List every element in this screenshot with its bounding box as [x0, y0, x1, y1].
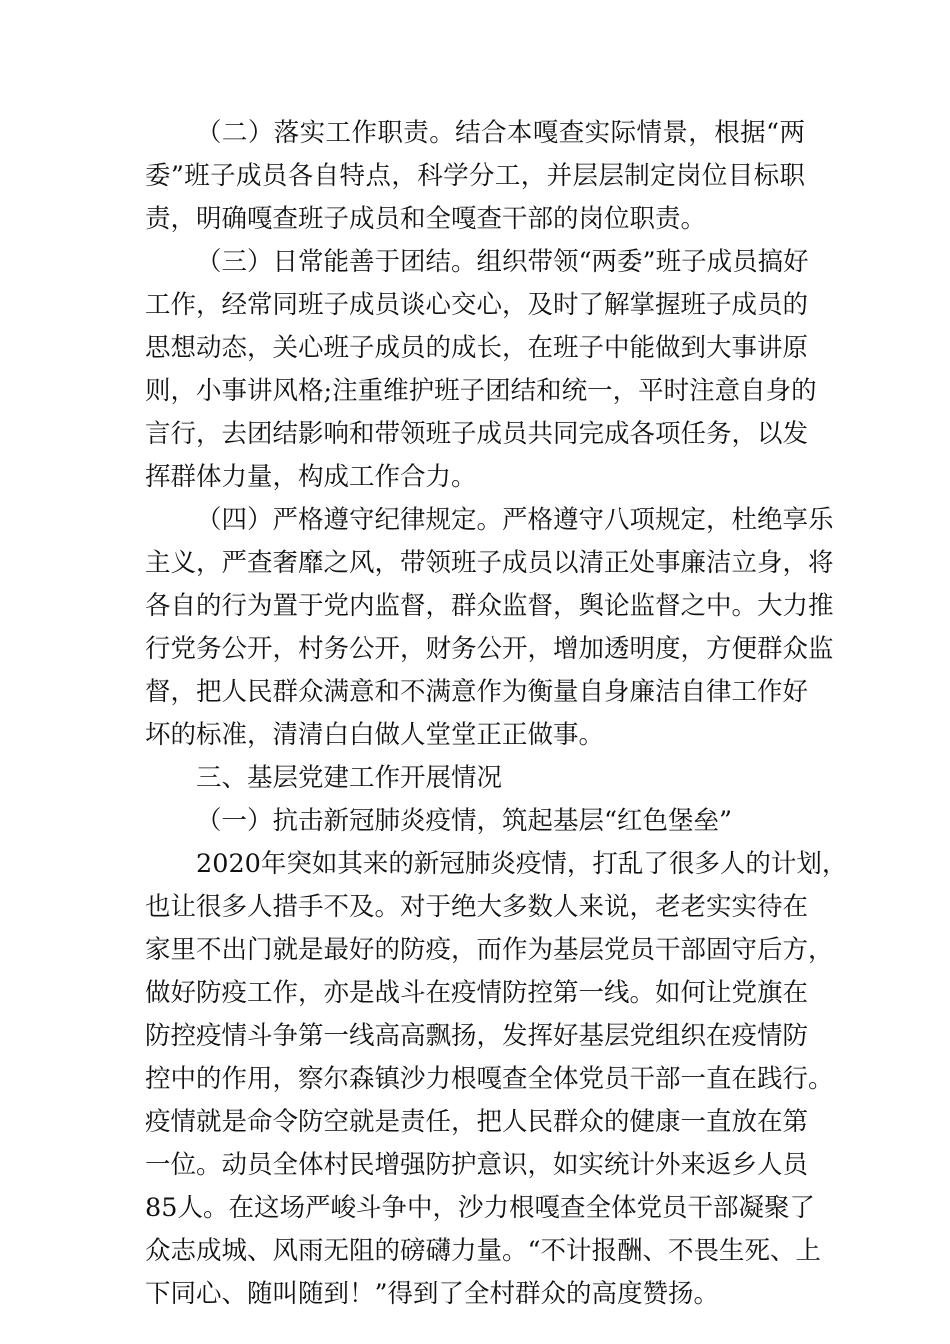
text-line: 委”班子成员各自特点，科学分工，并层层制定岗位目标职 — [145, 161, 805, 191]
text-line: 下同心、随叫随到！”得到了全村群众的高度赞扬。 — [145, 1279, 720, 1309]
text-line: （四）严格遵守纪律规定。严格遵守八项规定，杜绝享乐 — [196, 505, 834, 535]
text-line: 言行，去团结影响和带领班子成员共同完成各项任务，以发 — [145, 419, 809, 449]
text-line: （三）日常能善于团结。组织带领“两委”班子成员搞好 — [196, 247, 809, 277]
text-line: 行党务公开，村务公开，财务公开，增加透明度，方便群众监 — [145, 634, 834, 664]
text-line: 则，小事讲风格;注重维护班子团结和统一，平时注意自身的 — [145, 376, 817, 406]
text-line: 各自的行为置于党内监督，群众监督，舆论监督之中。大力推 — [145, 591, 834, 621]
text-line: 做好防疫工作，亦是战斗在疫情防控第一线。如何让党旗在 — [145, 978, 809, 1008]
text-line: 督，把人民群众满意和不满意作为衡量自身廉洁自律工作好 — [145, 677, 809, 707]
text-line: 控中的作用，察尔森镇沙力根嘎查全体党员干部一直在践行。 — [145, 1064, 834, 1094]
text-line: （二）落实工作职责。结合本嘎查实际情景，根据“两 — [196, 118, 805, 148]
text-line: 工作，经常同班子成员谈心交心，及时了解掌握班子成员的 — [145, 290, 809, 320]
text-line: 主义，严查奢靡之风，带领班子成员以清正处事廉洁立身，将 — [145, 548, 834, 578]
text-line: 挥群体力量，构成工作合力。 — [145, 462, 477, 492]
text-line: 责，明确嘎查班子成员和全嘎查干部的岗位职责。 — [145, 204, 707, 234]
text-line: 85人。在这场严峻斗争中，沙力根嘎查全体党员干部凝聚了 — [145, 1193, 815, 1223]
section-heading: 三、基层党建工作开展情况 — [196, 763, 503, 793]
text-line: 思想动态，关心班子成员的成长，在班子中能做到大事讲原 — [145, 333, 809, 363]
text-line: 2020年突如其来的新冠肺炎疫情，打乱了很多人的计划， — [196, 849, 848, 879]
text-line: 坏的标准，清清白白做人堂堂正正做事。 — [145, 720, 605, 750]
text-line: 也让很多人措手不及。对于绝大多数人来说，老老实实待在 — [145, 892, 809, 922]
text-line: 众志成城、风雨无阻的磅礴力量。“不计报酬、不畏生死、上 — [145, 1236, 822, 1266]
subsection-heading: （一）抗击新冠肺炎疫情，筑起基层“红色堡垒” — [196, 806, 733, 836]
text-line: 一位。动员全体村民增强防护意识，如实统计外来返乡人员 — [145, 1150, 809, 1180]
text-line: 防控疫情斗争第一线高高飘扬，发挥好基层党组织在疫情防 — [145, 1021, 809, 1051]
text-line: 疫情就是命令防空就是责任，把人民群众的健康一直放在第 — [145, 1107, 809, 1137]
text-line: 家里不出门就是最好的防疫，而作为基层党员干部固守后方， — [145, 935, 834, 965]
